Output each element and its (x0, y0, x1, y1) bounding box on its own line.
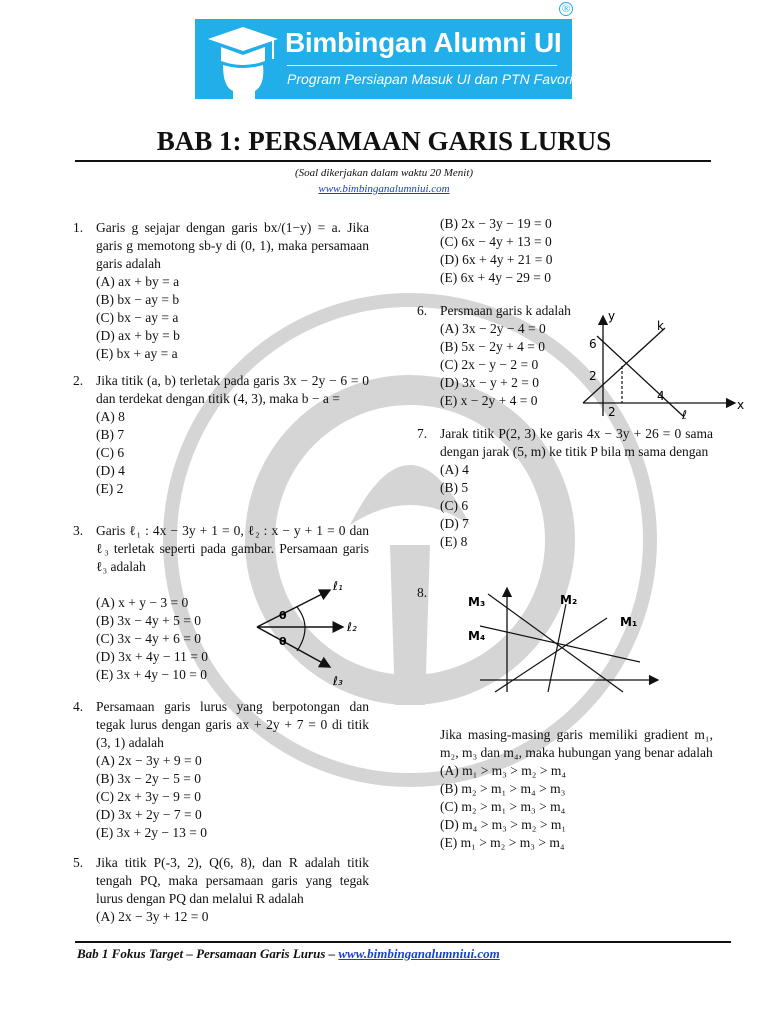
logo-name: Bimbingan Alumni UI (285, 27, 562, 58)
option-d: (D) ax + by = b (96, 328, 180, 343)
label-m3: M₃ (468, 595, 486, 609)
question-7 (417, 425, 713, 551)
option-b: (B) 3x − 4y + 5 = 0 (96, 613, 201, 628)
footer-link[interactable]: www.bimbinganalumniui.com (338, 946, 500, 961)
option-d: (D) 6x + 4y + 21 = 0 (440, 252, 553, 267)
question-number: 6. (417, 303, 428, 318)
angle-label-top: θ (279, 609, 287, 622)
question-stem: Jarak titik P(2, 3) ke garis 4x − 3y + 26 = 0 sama dengan jarak (5, m) ke titik P bila m sama dengan (440, 426, 713, 459)
option-c: (C) 6 (440, 498, 469, 513)
footer-divider (75, 941, 731, 943)
option-e: (E) x − 2y + 4 = 0 (440, 393, 538, 408)
website-link[interactable]: www.bimbinganalumniui.com (318, 183, 450, 195)
option-d: (D) m₄ > m₃ > m₂ > m₁ (440, 817, 567, 832)
title-divider (75, 160, 711, 162)
tick-y-6: 6 (589, 337, 597, 351)
option-e: (E) 3x + 2y − 13 = 0 (96, 825, 207, 840)
question-5-continued (440, 215, 713, 287)
x-axis-label: x (737, 398, 745, 412)
option-b: (B) m₂ > m₁ > m₄ > m₃ (440, 781, 566, 796)
question-1 (73, 219, 369, 363)
option-e: (E) m₁ > m₂ > m₃ > m₄ (440, 835, 565, 850)
option-a: (A) x + y − 3 = 0 (96, 595, 189, 610)
tick-x-2: 2 (608, 405, 616, 419)
figure-lines-k-l (575, 308, 755, 420)
footer (77, 946, 500, 962)
question-2 (73, 372, 369, 498)
label-l1: ℓ₁ (333, 579, 343, 593)
option-d: (D) 3x + 2y − 7 = 0 (96, 807, 202, 822)
footer-text: Bab 1 Fokus Target – Persamaan Garis Lurus – (77, 946, 339, 961)
question-stem: Jika titik (a, b) terletak pada garis 3x − 2y − 6 = 0 dan terdekat dengan titik (4, 3), maka b − a = (96, 373, 369, 406)
question-5 (73, 854, 369, 926)
question-stem: Persmaan garis k adalah (440, 303, 571, 318)
option-c: (C) 2x − y − 2 = 0 (440, 357, 539, 372)
angle-label-bottom: θ (279, 635, 287, 648)
question-number: 4. (73, 699, 84, 714)
subtitle: (Soal dikerjakan dalam waktu 20 Menit) (294, 167, 474, 179)
question-stem: Garis g sejajar dengan garis bx/(1−y) = a. Jika garis g memotong sb-y di (0, 1), maka persamaan garis adalah (96, 220, 369, 271)
tick-y-2: 2 (589, 369, 597, 383)
question-stem: Jika masing-masing garis memiliki gradient m₁, m₂, m₃ dan m₄, maka hubungan yang benar adalah (440, 727, 713, 760)
graduation-cap-icon (203, 25, 281, 99)
option-e: (E) bx + ay = a (96, 346, 178, 361)
question-number: 7. (417, 426, 428, 441)
option-c: (C) 6 (96, 445, 125, 460)
label-m2: M₂ (560, 593, 578, 607)
question-number: 1. (73, 220, 84, 235)
option-b: (B) 5 (440, 480, 469, 495)
option-e: (E) 3x + 4y − 10 = 0 (96, 667, 207, 682)
label-l3: ℓ₃ (333, 674, 343, 688)
label-l2: ℓ₂ (347, 620, 357, 634)
question-number: 3. (73, 523, 84, 538)
option-c: (C) 3x − 4y + 6 = 0 (96, 631, 201, 646)
option-d: (D) 7 (440, 516, 469, 531)
option-c: (C) m₂ > m₁ > m₃ > m₄ (440, 799, 566, 814)
logo-divider (287, 65, 557, 66)
option-b: (B) 2x − 3y − 19 = 0 (440, 216, 552, 231)
option-b: (B) 3x − 2y − 5 = 0 (96, 771, 201, 786)
question-stem: Persamaan garis lurus yang berpotongan dan tegak lurus dengan garis ax + 2y + 7 = 0 di titik (3, 1) adalah (96, 699, 369, 750)
question-number: 5. (73, 855, 84, 870)
option-c: (C) 2x + 3y − 9 = 0 (96, 789, 201, 804)
option-a: (A) 2x − 3y + 9 = 0 (96, 753, 202, 768)
option-a: (A) 8 (96, 409, 125, 424)
option-e: (E) 8 (440, 534, 468, 549)
question-4 (73, 698, 369, 842)
registered-mark: ® (559, 2, 573, 16)
tick-x-4: 4 (657, 389, 665, 403)
label-m4: M₄ (468, 629, 486, 643)
option-a: (A) 4 (440, 462, 469, 477)
option-b: (B) bx − ay = b (96, 292, 180, 307)
option-d: (D) 3x − y + 2 = 0 (440, 375, 539, 390)
label-l: ℓ (682, 408, 687, 420)
option-d: (D) 4 (96, 463, 125, 478)
option-d: (D) 3x + 4y − 11 = 0 (96, 649, 208, 664)
question-stem: Jika titik P(-3, 2), Q(6, 8), dan R adalah titik tengah PQ, maka persamaan garis yang tegak lurus dengan PQ dan melalui R adalah (96, 855, 369, 906)
logo (195, 3, 577, 99)
option-c: (C) bx − ay = a (96, 310, 179, 325)
logo-tagline: Program Persiapan Masuk UI dan PTN Favorit (287, 71, 577, 87)
option-e: (E) 6x + 4y − 29 = 0 (440, 270, 551, 285)
option-b: (B) 5x − 2y + 4 = 0 (440, 339, 545, 354)
page-title: BAB 1: PERSAMAAN GARIS LURUS (156, 126, 612, 156)
option-a: (A) ax + by = a (96, 274, 180, 289)
question-stem: Garis ℓ₁ : 4x − 3y + 1 = 0, ℓ₂ : x − y + 1 = 0 dan ℓ₃ terletak seperti pada gambar. Persamaan garis ℓ₃ adalah (96, 523, 369, 574)
label-m1: M₁ (620, 615, 638, 629)
y-axis-label: y (608, 309, 616, 323)
option-a: (A) m₁ > m₃ > m₂ > m₄ (440, 763, 567, 778)
option-e: (E) 2 (96, 481, 124, 496)
figure-angle-lines (245, 575, 375, 690)
label-k: k (657, 319, 664, 333)
question-number: 8. (417, 585, 428, 600)
question-6 (417, 302, 590, 410)
question-8 (440, 726, 713, 852)
option-c: (C) 6x − 4y + 13 = 0 (440, 234, 552, 249)
option-a: (A) 2x − 3y + 12 = 0 (96, 909, 209, 924)
option-a: (A) 3x − 2y − 4 = 0 (440, 321, 546, 336)
option-b: (B) 7 (96, 427, 125, 442)
figure-gradients (460, 584, 720, 696)
question-number: 2. (73, 373, 84, 388)
